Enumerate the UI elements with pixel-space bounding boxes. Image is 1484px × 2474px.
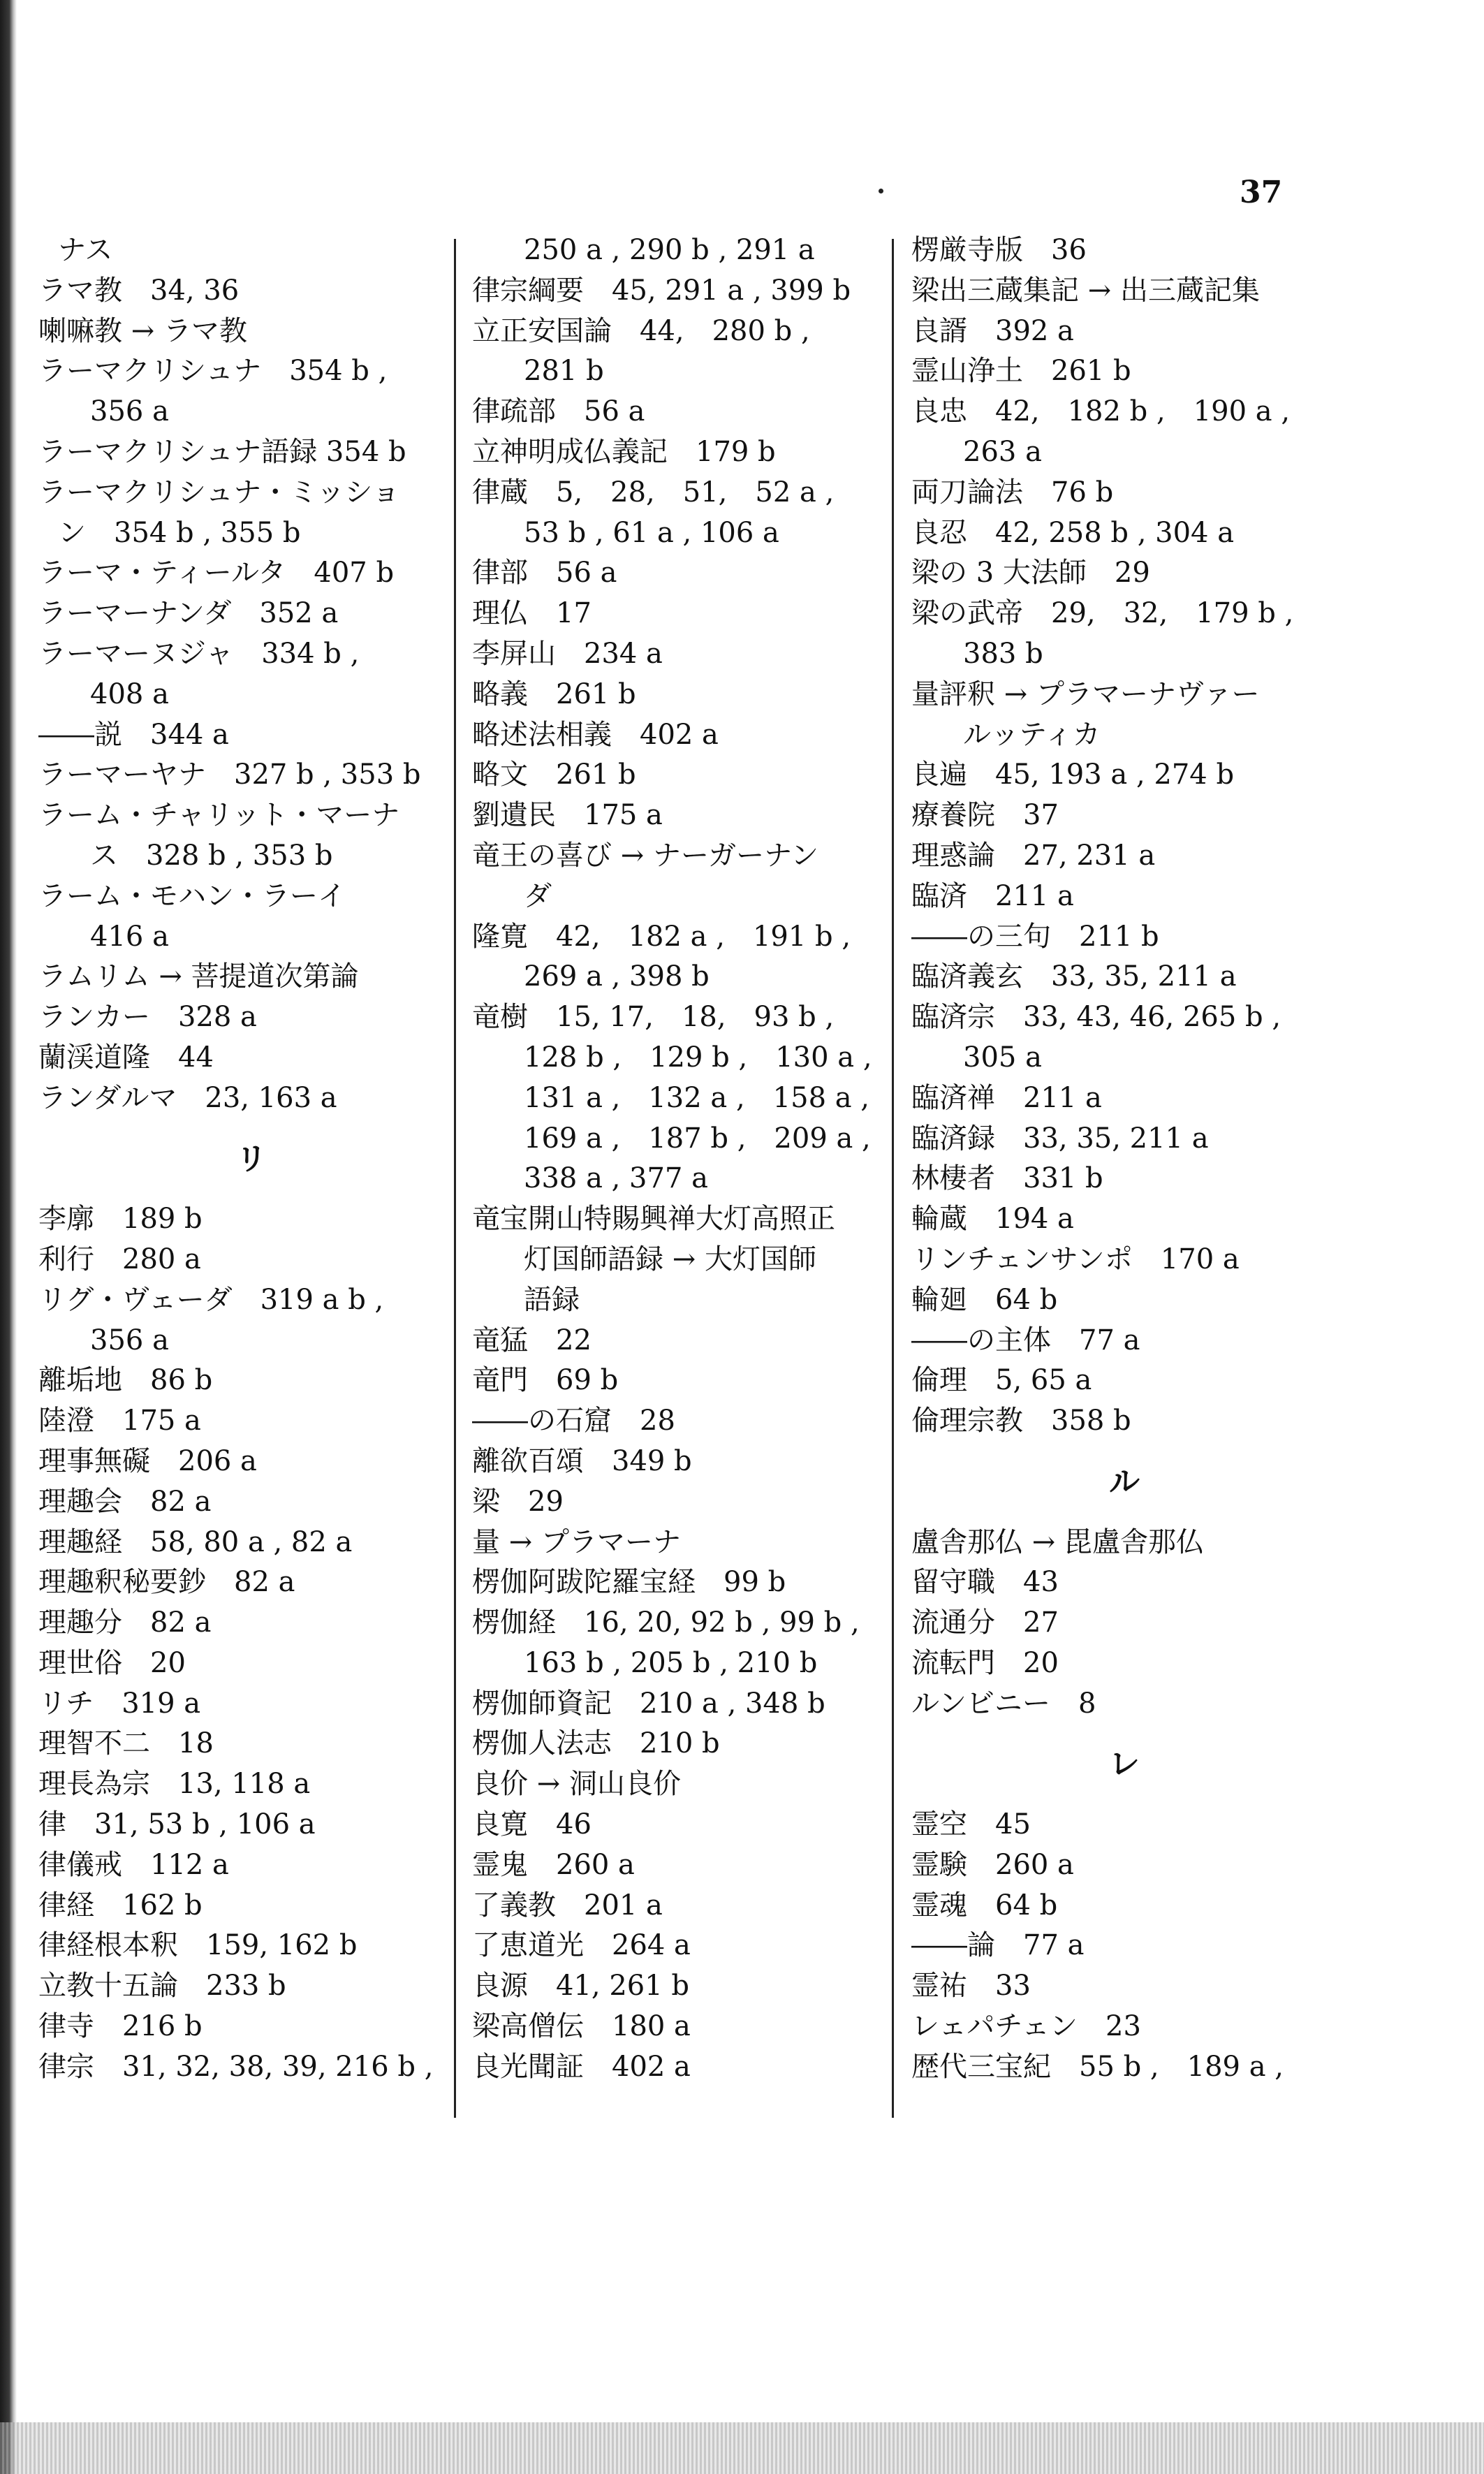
index-entry: 梁の 3 大法師 29 — [911, 557, 1150, 590]
index-entry: 律宗 31, 32, 38, 39, 216 b , — [38, 2050, 434, 2083]
index-entry: 盧舎那仏 → 毘盧舎那仏 — [911, 1525, 1204, 1558]
index-entry: ラーマクリシュナ語録 354 b — [38, 435, 406, 468]
index-entry: 留守職 43 — [911, 1566, 1059, 1599]
index-entry: 療養院 37 — [911, 799, 1059, 832]
index-entry: 理趣会 82 a — [38, 1485, 212, 1518]
index-entry: 竜王の喜び → ナーガーナン — [472, 839, 819, 872]
index-entry: 両刀論法 76 b — [911, 476, 1114, 508]
index-entry: ラーマ・ティールタ 407 b — [38, 557, 395, 590]
index-entry: 梁出三蔵集記 → 出三蔵記集 — [911, 274, 1260, 307]
index-entry: ン 354 b , 355 b — [58, 516, 301, 549]
index-entry: 楞伽経 16, 20, 92 b , 99 b , — [472, 1606, 860, 1639]
index-entry: ――の主体 77 a — [911, 1324, 1140, 1356]
index-entry-continuation: ダ — [524, 879, 552, 912]
index-entry: 霊空 45 — [911, 1808, 1031, 1841]
index-entry: 喇嘛教 → ラマ教 — [38, 314, 247, 347]
index-entry-continuation: 263 a — [963, 435, 1042, 468]
index-entry: ――の三句 211 b — [911, 920, 1159, 953]
index-entry: 理世俗 20 — [38, 1646, 186, 1679]
index-entry-continuation: 383 b — [963, 637, 1043, 670]
index-entry: 歴代三宝紀 55 b , 189 a , — [911, 2050, 1284, 2083]
index-entry: 立神明成仏義記 179 b — [472, 435, 776, 468]
index-entry: 利行 280 a — [38, 1243, 201, 1275]
index-entry: 了恵道光 264 a — [472, 1929, 691, 1962]
index-entry-continuation: 356 a — [90, 395, 169, 428]
index-entry: ――論 77 a — [911, 1929, 1085, 1962]
index-entry: 梁 29 — [472, 1485, 564, 1518]
index-entry: 律経根本釈 159, 162 b — [38, 1929, 358, 1962]
index-entry: 輪廻 64 b — [911, 1283, 1058, 1316]
index-entry-continuation: 128 b , 129 b , 130 a , — [524, 1041, 872, 1074]
index-entry: 李廓 189 b — [38, 1203, 203, 1236]
index-entry: ――説 344 a — [38, 718, 229, 751]
index-entry: ランカー 328 a — [38, 1001, 257, 1034]
index-entry-continuation: 408 a — [90, 678, 169, 710]
index-entry-continuation: 416 a — [90, 920, 169, 953]
index-entry: 霊魂 64 b — [911, 1889, 1058, 1922]
index-entry: 隆寛 42, 182 a , 191 b , — [472, 920, 851, 953]
index-entry-continuation: 356 a — [90, 1324, 169, 1356]
index-entry-continuation: 163 b , 205 b , 210 b — [524, 1646, 818, 1679]
index-entry: 略文 261 b — [472, 759, 636, 791]
index-entry: 理長為宗 13, 118 a — [38, 1768, 311, 1801]
index-entry: 楞伽人法志 210 b — [472, 1727, 720, 1760]
index-entry-continuation: 灯国師語録 → 大灯国師 — [524, 1243, 816, 1275]
index-entry: ルンビニー 8 — [911, 1687, 1096, 1720]
index-entry: 臨済禅 211 a — [911, 1081, 1102, 1114]
index-entry-continuation: ルッティカ — [963, 718, 1101, 751]
index-entry: 倫理 5, 65 a — [911, 1364, 1092, 1397]
index-entry: ラーム・チャリット・マーナ — [38, 799, 400, 832]
index-entry: 林棲者 331 b — [911, 1162, 1103, 1195]
index-entry: 理趣釈秘要鈔 82 a — [38, 1566, 295, 1599]
index-entry: 了義教 201 a — [472, 1889, 663, 1922]
index-entry: 流転門 20 — [911, 1646, 1059, 1679]
index-entry-continuation: 131 a , 132 a , 158 a , — [524, 1081, 870, 1114]
index-entry: 律寺 216 b — [38, 2010, 203, 2043]
index-entry: 離欲百頌 349 b — [472, 1444, 692, 1477]
index-entry-continuation: 169 a , 187 b , 209 a , — [524, 1122, 871, 1155]
index-column-2 — [472, 230, 898, 2088]
index-entry: 理趣経 58, 80 a , 82 a — [38, 1525, 353, 1558]
section-heading: レ — [1109, 1746, 1140, 1783]
index-entry: 竜樹 15, 17, 18, 93 b , — [472, 1001, 835, 1034]
index-entry: 律経 162 b — [38, 1889, 203, 1922]
index-entry: 良遍 45, 193 a , 274 b — [911, 759, 1235, 791]
index-entry: 楞伽師資記 210 a , 348 b — [472, 1687, 825, 1720]
index-entry: 李屏山 234 a — [472, 637, 663, 670]
index-entry: 良忠 42, 182 b , 190 a , — [911, 395, 1291, 428]
index-entry: 理趣分 82 a — [38, 1606, 212, 1639]
index-entry: 量評釈 → プラマーナヴァー — [911, 678, 1260, 710]
index-entry: 楞厳寺版 36 — [911, 234, 1087, 266]
index-entry: 楞伽阿跋陀羅宝経 99 b — [472, 1566, 786, 1599]
index-entry: 律部 56 a — [472, 557, 617, 590]
index-entry-continuation: 281 b — [524, 355, 604, 388]
index-entry: レェパチェン 23 — [911, 2010, 1141, 2043]
index-entry-continuation: 53 b , 61 a , 106 a — [524, 516, 779, 549]
index-entry: 竜宝開山特賜興禅大灯高照正 — [472, 1203, 835, 1236]
index-entry: 流通分 27 — [911, 1606, 1059, 1639]
index-entry: 劉遺民 175 a — [472, 799, 663, 832]
index-entry: 霊鬼 260 a — [472, 1848, 635, 1881]
index-entry: 理智不二 18 — [38, 1727, 214, 1760]
index-entry: 理事無礙 206 a — [38, 1444, 257, 1477]
index-entry: 竜門 69 b — [472, 1364, 619, 1397]
index-entry: 立教十五論 233 b — [38, 1970, 286, 2003]
index-entry: 梁の武帝 29, 32, 179 b , — [911, 597, 1294, 630]
index-entry: ラマ教 34, 36 — [38, 274, 240, 307]
index-entry: 良忍 42, 258 b , 304 a — [911, 516, 1235, 549]
index-entry: ランダルマ 23, 163 a — [38, 1081, 337, 1114]
index-entry: 霊験 260 a — [911, 1848, 1074, 1881]
index-entry: 倫理宗教 358 b — [911, 1405, 1131, 1437]
section-heading: ル — [1109, 1463, 1140, 1500]
index-entry: 良光聞証 402 a — [472, 2050, 691, 2083]
index-entry-continuation: ス 328 b , 353 b — [90, 839, 333, 872]
index-entry: 霊山浄土 261 b — [911, 355, 1131, 388]
scan-edge-strip — [0, 2422, 1484, 2474]
index-entry: ラーマーヌジャ 334 b , — [38, 637, 360, 670]
index-entry: 臨済宗 33, 43, 46, 265 b , — [911, 1001, 1281, 1034]
index-entry: 良价 → 洞山良价 — [472, 1768, 681, 1801]
index-entry: ラーマクリシュナ 354 b , — [38, 355, 388, 388]
index-entry: 律 31, 53 b , 106 a — [38, 1808, 316, 1841]
stray-mark — [879, 189, 883, 193]
binding-edge — [0, 0, 17, 2474]
index-entry-continuation: 305 a — [963, 1041, 1042, 1074]
index-entry: 蘭渓道隆 44 — [38, 1041, 214, 1074]
index-entry: ラーマーヤナ 327 b , 353 b — [38, 759, 421, 791]
index-entry: ラーマクリシュナ・ミッショ — [38, 476, 400, 508]
index-entry-continuation: 338 a , 377 a — [524, 1162, 708, 1195]
index-entry: ナス — [58, 234, 113, 266]
index-entry: ――の石窟 28 — [472, 1405, 675, 1437]
index-entry: 律宗綱要 45, 291 a , 399 b — [472, 274, 851, 307]
index-column-1 — [38, 230, 464, 2088]
index-entry: 律儀戒 112 a — [38, 1848, 229, 1881]
index-entry: 良諝 392 a — [911, 314, 1074, 347]
index-entry: 陸澄 175 a — [38, 1405, 201, 1437]
index-entry: 梁高僧伝 180 a — [472, 2010, 691, 2043]
index-entry: 良源 41, 261 b — [472, 1970, 689, 2003]
index-entry: 輪蔵 194 a — [911, 1203, 1074, 1236]
index-entry: 離垢地 86 b — [38, 1364, 213, 1397]
index-entry: 良寛 46 — [472, 1808, 592, 1841]
index-entry: 竜猛 22 — [472, 1324, 592, 1356]
index-entry: 略義 261 b — [472, 678, 636, 710]
section-heading: リ — [236, 1141, 267, 1177]
index-entry-continuation: 269 a , 398 b — [524, 960, 710, 993]
index-entry-continuation: 250 a , 290 b , 291 a — [524, 234, 815, 266]
index-entry: リチ 319 a — [38, 1687, 201, 1720]
index-entry: 律疏部 56 a — [472, 395, 645, 428]
index-entry: 臨済録 33, 35, 211 a — [911, 1122, 1209, 1155]
index-entry: ラーム・モハン・ラーイ — [38, 879, 346, 912]
index-entry: 理惑論 27, 231 a — [911, 839, 1156, 872]
index-entry: リグ・ヴェーダ 319 a b , — [38, 1283, 384, 1316]
index-entry: 量 → プラマーナ — [472, 1525, 681, 1558]
index-column-3 — [911, 230, 1337, 2088]
index-entry: ラムリム → 菩提道次第論 — [38, 960, 359, 993]
index-entry: ラーマーナンダ 352 a — [38, 597, 339, 630]
index-entry-continuation: 語録 — [524, 1283, 580, 1316]
index-entry: 律蔵 5, 28, 51, 52 a , — [472, 476, 835, 508]
index-entry: 霊祐 33 — [911, 1970, 1031, 2003]
page-number: 37 — [1240, 175, 1283, 210]
index-entry: リンチェンサンポ 170 a — [911, 1243, 1240, 1275]
index-entry: 臨済義玄 33, 35, 211 a — [911, 960, 1237, 993]
index-entry: 臨済 211 a — [911, 879, 1074, 912]
index-entry: 立正安国論 44, 280 b , — [472, 314, 810, 347]
index-entry: 略述法相義 402 a — [472, 718, 719, 751]
index-entry: 理仏 17 — [472, 597, 592, 630]
